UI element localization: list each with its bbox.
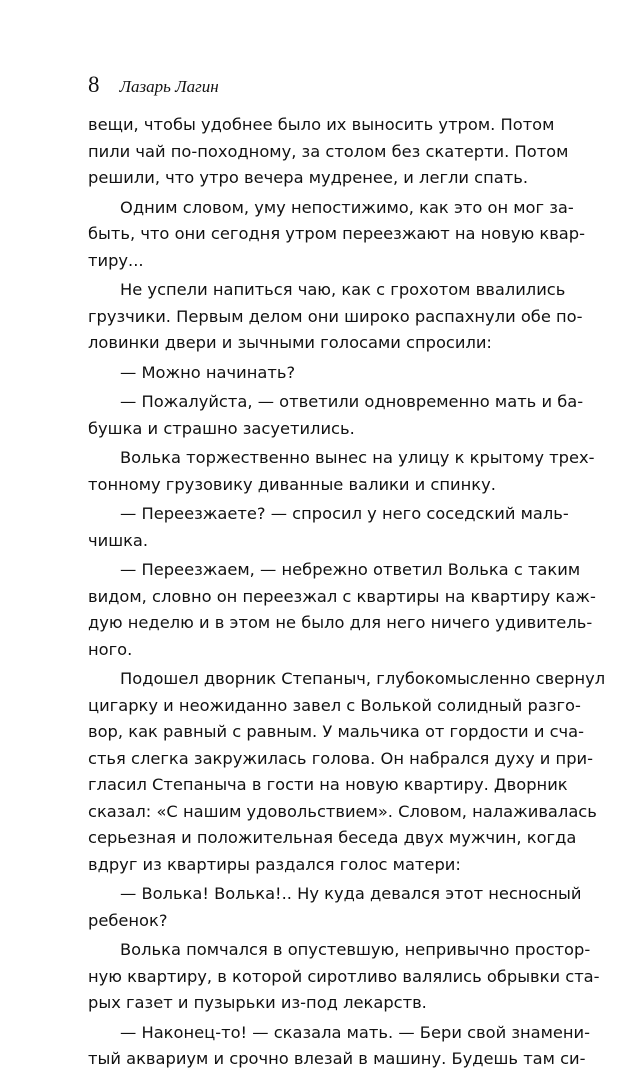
text-line: вор, как равный с равным. У мальчика от гордости и сча- bbox=[88, 722, 584, 741]
text-line: быть, что они сегодня утром переезжают на новую квар- bbox=[88, 224, 585, 243]
text-line: цигарку и неожиданно завел с Волькой солидный разго- bbox=[88, 695, 581, 715]
text-line: тонному грузовику диванные валики и спинку. bbox=[88, 474, 496, 494]
text-line: рых газет и пузырьки из-под лекарств. bbox=[88, 993, 427, 1012]
text-line: — Переезжаем, — небрежно ответил Волька с таким bbox=[120, 560, 581, 579]
text-line: — Пожалуйста, — ответили одновременно мать и ба- bbox=[120, 392, 584, 411]
text-line: гласил Степаныча в гости на новую квартиру. Дворник bbox=[88, 775, 568, 794]
text-line: ловинки двери и зычными голосами спросили: bbox=[88, 333, 492, 352]
text-line: ребенок? bbox=[88, 910, 168, 930]
text-line: серьезная и положительная беседа двух мужчин, когда bbox=[88, 828, 577, 847]
paragraph bbox=[88, 501, 569, 554]
text-line: тый аквариум и срочно влезай в машину. Будешь там си- bbox=[88, 1049, 586, 1068]
paragraph bbox=[88, 881, 582, 934]
text-line: пили чай по-походному, за столом без скатерти. Потом bbox=[88, 141, 569, 161]
paragraph bbox=[88, 389, 584, 442]
text-line: стья слегка закружилась голова. Он набрался духу и при- bbox=[88, 748, 593, 768]
paragraph bbox=[88, 1020, 591, 1073]
text-line: Одним словом, уму непостижимо, как это он мог за- bbox=[120, 197, 574, 217]
paragraph bbox=[88, 277, 583, 357]
paragraph bbox=[88, 195, 585, 275]
text-line: решили, что утро вечера мудренее, и легли спать. bbox=[88, 168, 529, 187]
paragraph bbox=[88, 445, 595, 498]
text-line: Подошел дворник Степаныч, глубокомысленно свернул bbox=[120, 669, 606, 688]
text-line: Волька помчался в опустевшую, непривычно простор- bbox=[120, 940, 591, 959]
text-line: ного. bbox=[88, 639, 133, 659]
text-line: грузчики. Первым делом они широко распахнули обе по- bbox=[88, 306, 583, 326]
paragraph bbox=[88, 557, 596, 663]
running-head-author: Лазарь Лагин bbox=[119, 77, 219, 96]
text-line: — Можно начинать? bbox=[120, 362, 296, 382]
text-line: Не успели напиться чаю, как с грохотом ввалились bbox=[120, 280, 566, 299]
paragraph bbox=[88, 666, 606, 878]
text-line: сказал: «С нашим удовольствием». Словом, налаживалась bbox=[88, 801, 597, 821]
paragraph bbox=[88, 112, 569, 192]
paragraph bbox=[88, 937, 600, 1017]
text-line: — Волька! Волька!.. Ну куда девался этот несносный bbox=[120, 884, 582, 903]
text-line: вдруг из квартиры раздался голос матери: bbox=[88, 854, 461, 874]
text-line: видом, словно он переезжал с квартиры на квартиру каж- bbox=[88, 586, 596, 606]
text-line: чишка. bbox=[88, 530, 149, 550]
text-line: ную квартиру, в которой сиротливо валялись обрывки ста- bbox=[88, 966, 600, 986]
text-line: тиру... bbox=[88, 250, 144, 270]
text-line: — Переезжаете? — спросил у него соседский маль- bbox=[120, 504, 569, 523]
body-text bbox=[88, 112, 606, 1076]
text-line: дую неделю и в этом не было для него ничего удивитель- bbox=[88, 613, 593, 632]
text-line: вещи, чтобы удобнее было их выносить утром. Потом bbox=[88, 115, 555, 134]
text-line: бушка и страшно засуетились. bbox=[88, 418, 355, 438]
page-number: 8 bbox=[88, 72, 100, 97]
paragraph bbox=[88, 360, 533, 387]
text-line: — Наконец-то! — сказала мать. — Бери свой знамени- bbox=[120, 1022, 591, 1042]
text-line: Волька торжественно вынес на улицу к крытому трех- bbox=[120, 448, 595, 467]
page-header bbox=[88, 72, 219, 98]
